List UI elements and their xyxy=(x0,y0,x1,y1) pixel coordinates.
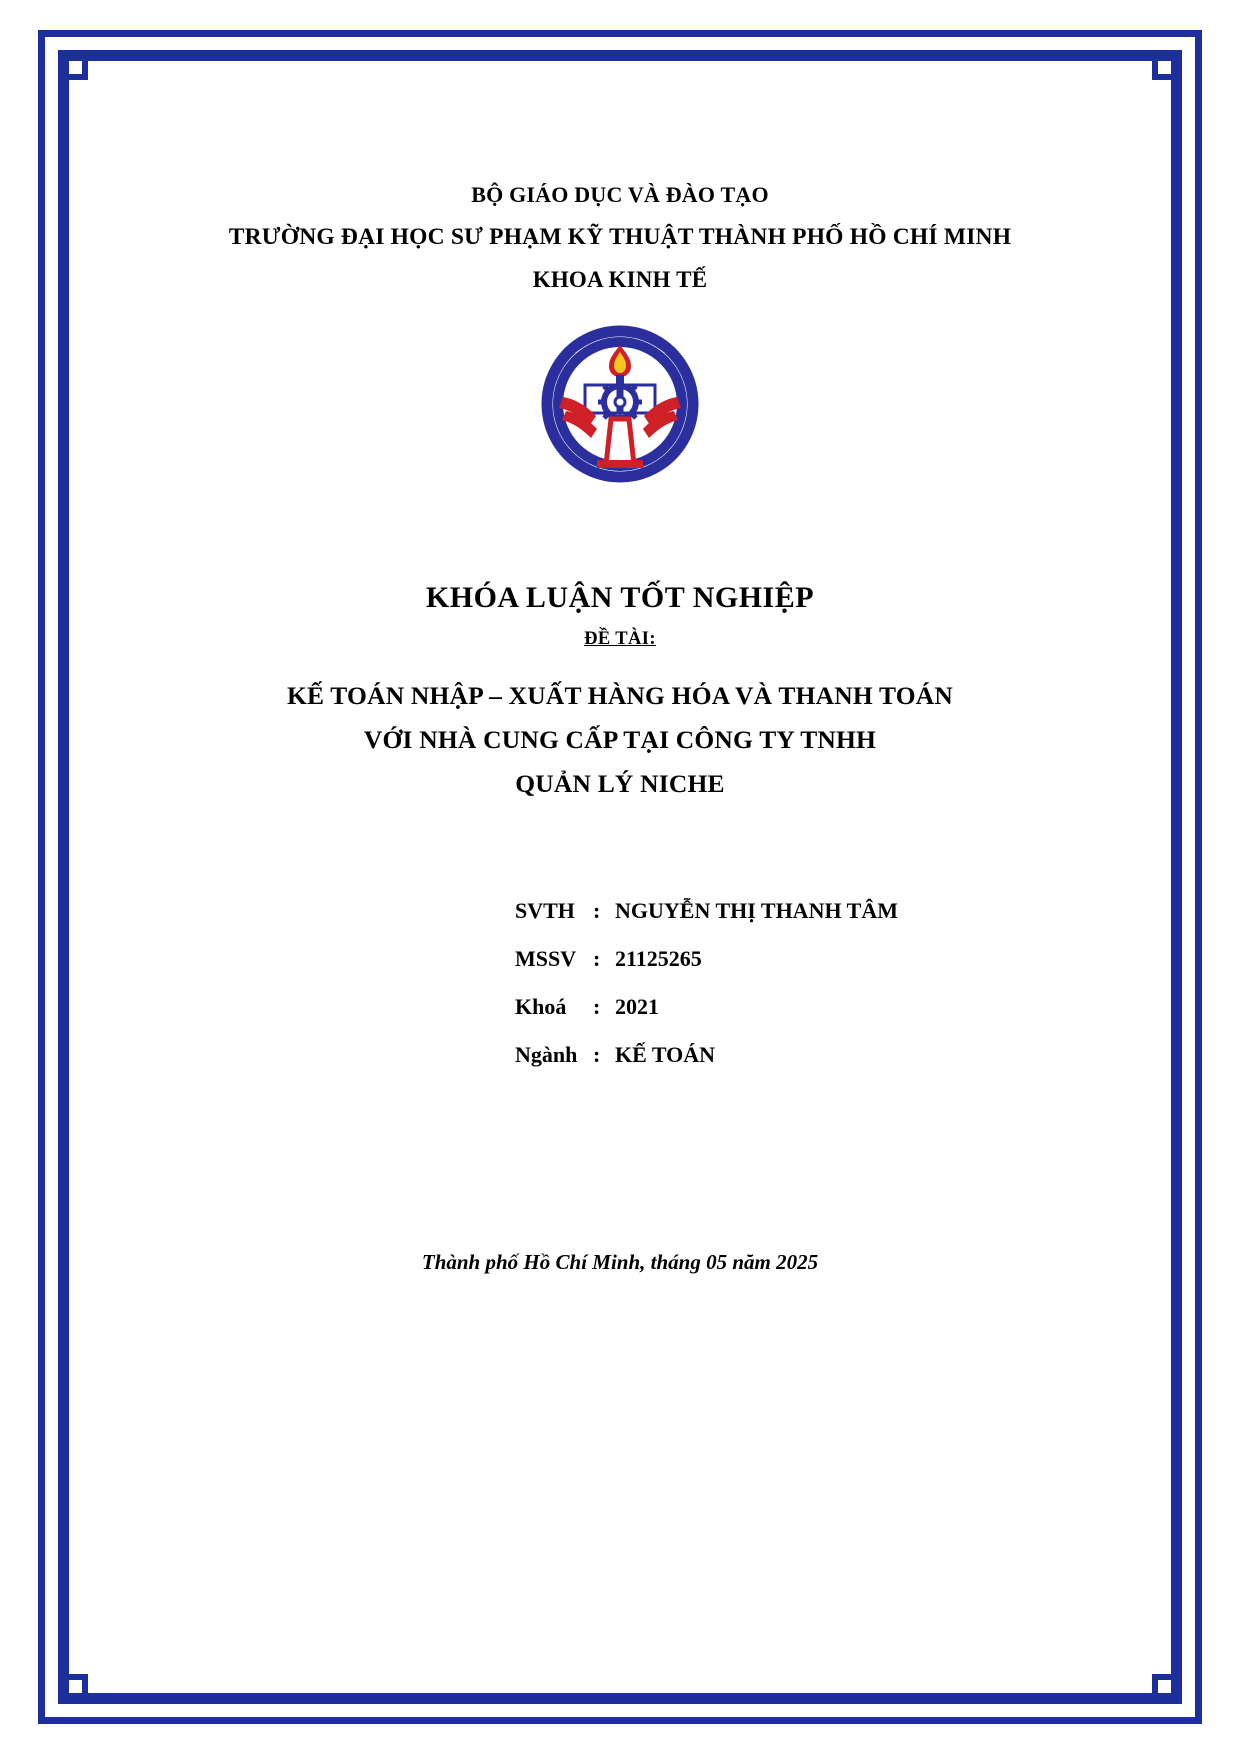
detail-colon: : xyxy=(593,945,601,971)
thesis-title-line: VỚI NHÀ CUNG CẤP TẠI CÔNG TY TNHH xyxy=(363,724,877,754)
student-details xyxy=(110,898,1130,1068)
place-and-date: Thành phố Hồ Chí Minh, tháng 05 năm 2025 xyxy=(421,1249,819,1274)
detail-row-svth xyxy=(515,898,1130,924)
thesis-title-line: KẾ TOÁN NHẬP – XUẤT HÀNG HÓA VÀ THANH TOÁN xyxy=(286,681,954,710)
university-name: TRƯỜNG ĐẠI HỌC SƯ PHẠM KỸ THUẬT THÀNH PHỐ HỒ CHÍ MINH xyxy=(228,224,1012,250)
thesis-type-heading: KHÓA LUẬN TỐT NGHIỆP xyxy=(425,581,815,614)
detail-label: Khoá xyxy=(515,993,567,1019)
detail-colon: : xyxy=(593,993,601,1019)
detail-colon: : xyxy=(593,897,601,923)
cover-content xyxy=(110,140,1130,1644)
detail-row-mssv xyxy=(515,946,1130,972)
detail-label: Ngành xyxy=(515,1041,578,1067)
ministry-name: BỘ GIÁO DỤC VÀ ĐÀO TẠO xyxy=(471,182,769,207)
detail-label: SVTH xyxy=(515,897,575,923)
detail-value: 21125265 xyxy=(615,945,702,971)
thesis-title xyxy=(110,674,1130,806)
corner-notch-bottom-left xyxy=(60,1674,88,1702)
university-logo xyxy=(110,319,1130,489)
thesis-title-line: QUẢN LÝ NICHE xyxy=(515,768,725,798)
corner-notch-top-right xyxy=(1152,52,1180,80)
corner-notch-bottom-right xyxy=(1152,1674,1180,1702)
corner-notch-top-left xyxy=(60,52,88,80)
detail-row-khoa xyxy=(515,994,1130,1020)
detail-value: KẾ TOÁN xyxy=(615,1041,716,1067)
detail-row-nganh xyxy=(515,1042,1130,1068)
detail-label: MSSV xyxy=(515,945,577,971)
subject-label: ĐỀ TÀI: xyxy=(584,629,656,649)
hcmute-logo-icon xyxy=(535,319,705,489)
faculty-name: KHOA KINH TẾ xyxy=(532,267,708,292)
detail-value: 2021 xyxy=(615,993,659,1019)
detail-colon: : xyxy=(593,1041,601,1067)
detail-value: NGUYỄN THỊ THANH TÂM xyxy=(615,897,898,923)
